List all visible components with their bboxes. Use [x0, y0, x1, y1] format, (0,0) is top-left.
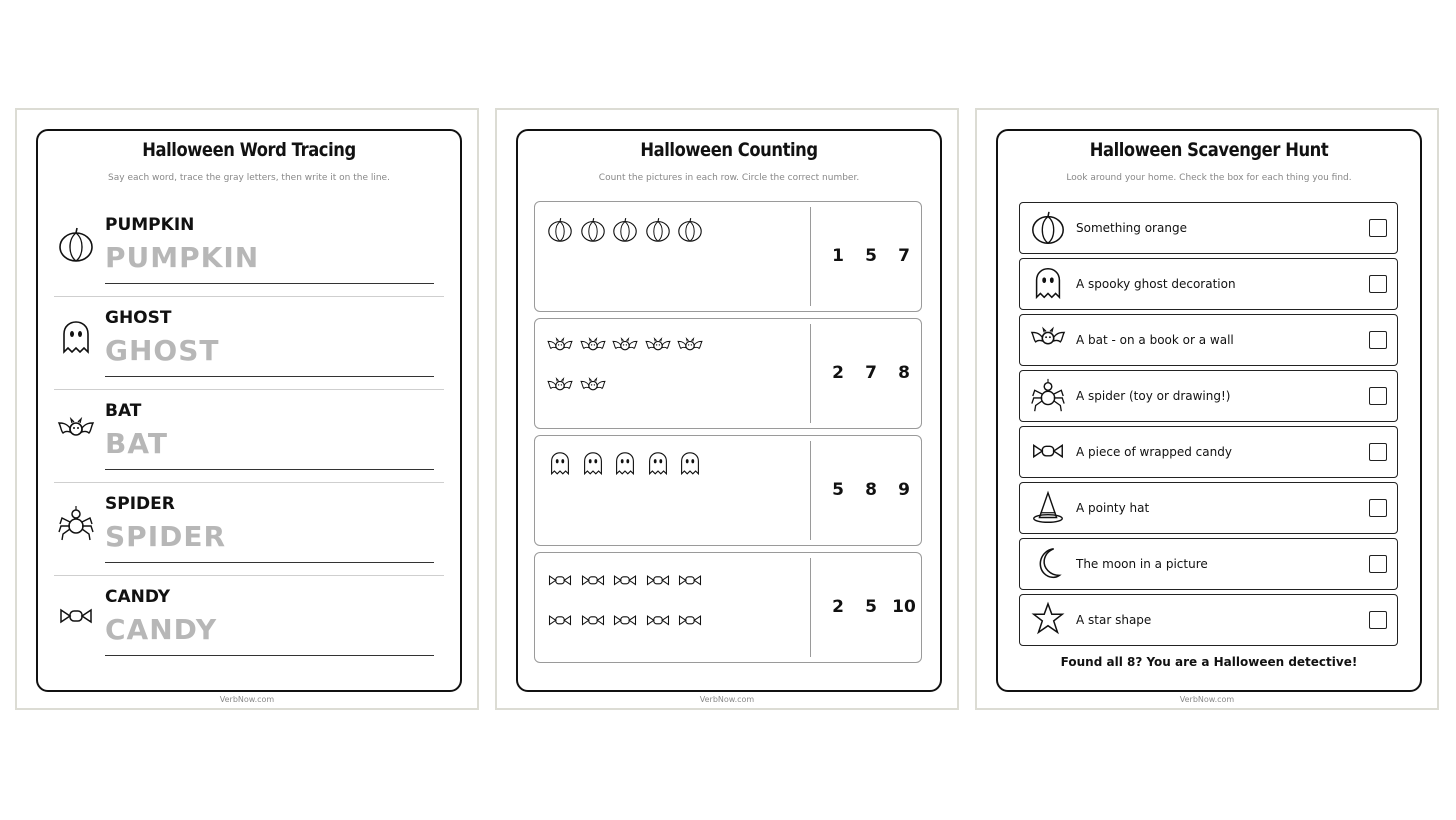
- trace-gray-letters: BAT: [105, 427, 168, 460]
- trace-row: [54, 203, 444, 297]
- hunt-item: [1019, 258, 1398, 310]
- candy-icon: [643, 567, 673, 595]
- hunt-item: [1019, 538, 1398, 590]
- counting-sheet: [495, 108, 959, 710]
- number-choice[interactable]: 7: [865, 363, 877, 383]
- ghost-icon: [610, 450, 640, 478]
- page-title: Halloween Word Tracing: [142, 139, 356, 161]
- writing-line[interactable]: [105, 655, 434, 656]
- number-choice[interactable]: 5: [865, 246, 877, 266]
- hunt-item-label: A star shape: [1076, 613, 1152, 627]
- candy-icon: [675, 607, 705, 635]
- number-choice[interactable]: 9: [898, 480, 910, 500]
- instructions: Look around your home. Check the box for each thing you find.: [1066, 173, 1352, 183]
- bat-icon: [545, 333, 575, 361]
- hunt-item: [1019, 202, 1398, 254]
- candy-icon: [610, 567, 640, 595]
- candy-icon: [545, 567, 575, 595]
- count-row: [534, 318, 922, 429]
- number-choice[interactable]: 8: [898, 363, 910, 383]
- trace-gray-letters: PUMPKIN: [105, 241, 260, 274]
- bat-icon: [675, 333, 705, 361]
- pumpkin-icon: [58, 225, 94, 265]
- pumpkin-icon: [643, 216, 673, 244]
- count-row: [534, 435, 922, 546]
- trace-gray-letters: SPIDER: [105, 520, 227, 553]
- trace-row: [54, 575, 444, 668]
- closing-message: Found all 8? You are a Halloween detective!: [1060, 655, 1358, 669]
- hunt-item: [1019, 594, 1398, 646]
- pumpkin-icon: [675, 216, 705, 244]
- page-title: Halloween Counting: [640, 139, 818, 161]
- candy-icon: [675, 567, 705, 595]
- candy-icon: [58, 597, 94, 637]
- trace-word: PUMPKIN: [105, 215, 195, 235]
- page-title: Halloween Scavenger Hunt: [1089, 139, 1329, 161]
- divider: [810, 324, 811, 423]
- hunt-item-label: A bat - on a book or a wall: [1076, 333, 1234, 347]
- worksheet-frame: [996, 129, 1422, 692]
- trace-word: CANDY: [105, 587, 171, 607]
- ghost-icon: [643, 450, 673, 478]
- trace-word: GHOST: [105, 308, 172, 328]
- candy-icon: [1030, 433, 1066, 471]
- checkbox[interactable]: [1369, 443, 1387, 461]
- bat-icon: [610, 333, 640, 361]
- hunt-item-label: A pointy hat: [1076, 501, 1150, 515]
- word-tracing-sheet: [15, 108, 479, 710]
- star-icon: [1030, 601, 1066, 639]
- trace-row: [54, 389, 444, 483]
- ghost-icon: [675, 450, 705, 478]
- divider: [810, 441, 811, 540]
- divider: [810, 207, 811, 306]
- checkbox[interactable]: [1369, 611, 1387, 629]
- count-row: [534, 552, 922, 663]
- ghost-icon: [545, 450, 575, 478]
- instructions: Count the pictures in each row. Circle the correct number.: [598, 173, 860, 183]
- checkbox[interactable]: [1369, 275, 1387, 293]
- ghost-icon: [58, 318, 94, 358]
- candy-icon: [610, 607, 640, 635]
- hunt-item-label: Something orange: [1076, 221, 1187, 235]
- bat-icon: [578, 373, 608, 401]
- number-choice[interactable]: 2: [832, 597, 844, 617]
- trace-gray-letters: CANDY: [105, 613, 218, 646]
- trace-gray-letters: GHOST: [105, 334, 220, 367]
- scavenger-hunt-sheet: [975, 108, 1439, 710]
- number-choice[interactable]: 5: [832, 480, 844, 500]
- checkbox[interactable]: [1369, 555, 1387, 573]
- hunt-item-label: A spider (toy or drawing!): [1076, 389, 1231, 403]
- moon-icon: [1030, 545, 1066, 583]
- trace-word: BAT: [105, 401, 142, 421]
- bat-icon: [1030, 321, 1066, 359]
- worksheet-frame: [516, 129, 942, 692]
- trace-word: SPIDER: [105, 494, 175, 514]
- writing-line[interactable]: [105, 283, 434, 284]
- writing-line[interactable]: [105, 562, 434, 563]
- candy-icon: [643, 607, 673, 635]
- pumpkin-icon: [545, 216, 575, 244]
- writing-line[interactable]: [105, 376, 434, 377]
- hunt-item: [1019, 370, 1398, 422]
- hunt-item-label: A piece of wrapped candy: [1076, 445, 1232, 459]
- count-row: [534, 201, 922, 312]
- hunt-item: [1019, 314, 1398, 366]
- pumpkin-icon: [1030, 209, 1066, 247]
- footer-credit: VerbNow.com: [1179, 695, 1235, 704]
- checkbox[interactable]: [1369, 331, 1387, 349]
- spider-icon: [1030, 377, 1066, 415]
- bat-icon: [545, 373, 575, 401]
- checkbox[interactable]: [1369, 499, 1387, 517]
- hunt-item-label: A spooky ghost decoration: [1076, 277, 1236, 291]
- number-choice[interactable]: 10: [892, 597, 916, 617]
- hunt-item: [1019, 426, 1398, 478]
- pumpkin-icon: [610, 216, 640, 244]
- number-choice[interactable]: 2: [832, 363, 844, 383]
- bat-icon: [643, 333, 673, 361]
- checkbox[interactable]: [1369, 219, 1387, 237]
- ghost-icon: [1030, 265, 1066, 303]
- candy-icon: [578, 607, 608, 635]
- number-choice[interactable]: 1: [832, 246, 844, 266]
- witch-hat-icon: [1030, 489, 1066, 527]
- bat-icon: [58, 411, 94, 451]
- number-choice[interactable]: 8: [865, 480, 877, 500]
- candy-icon: [545, 607, 575, 635]
- pumpkin-icon: [578, 216, 608, 244]
- writing-line[interactable]: [105, 469, 434, 470]
- worksheet-frame: [36, 129, 462, 692]
- divider: [810, 558, 811, 657]
- instructions: Say each word, trace the gray letters, then write it on the line.: [108, 173, 390, 183]
- spider-icon: [58, 504, 94, 544]
- hunt-item-label: The moon in a picture: [1076, 557, 1208, 571]
- checkbox[interactable]: [1369, 387, 1387, 405]
- footer-credit: VerbNow.com: [219, 695, 275, 704]
- trace-row: [54, 482, 444, 576]
- number-choice[interactable]: 7: [898, 246, 910, 266]
- ghost-icon: [578, 450, 608, 478]
- footer-credit: VerbNow.com: [699, 695, 755, 704]
- hunt-item: [1019, 482, 1398, 534]
- trace-row: [54, 296, 444, 390]
- bat-icon: [578, 333, 608, 361]
- number-choice[interactable]: 5: [865, 597, 877, 617]
- candy-icon: [578, 567, 608, 595]
